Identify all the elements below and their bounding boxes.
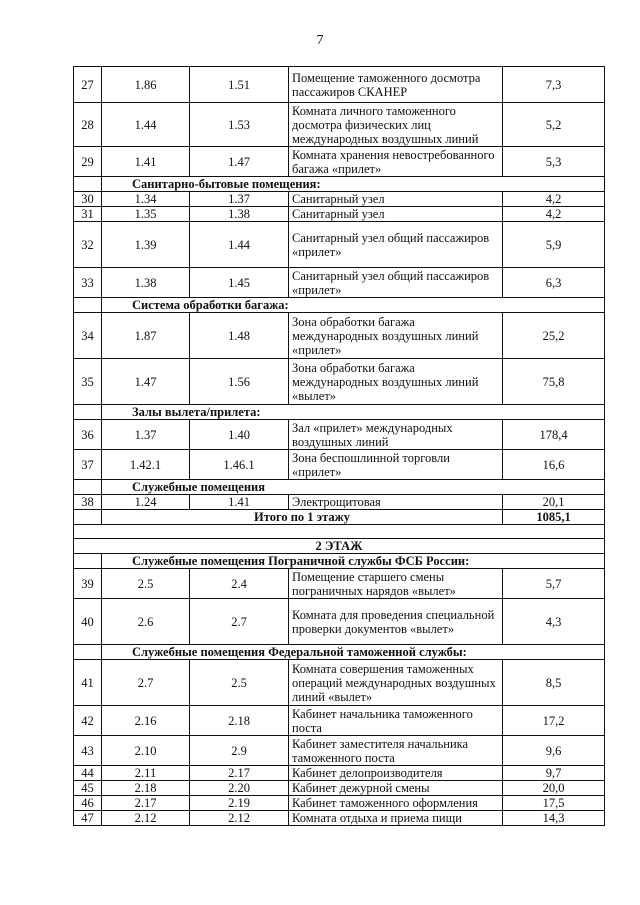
section-header-row — [74, 405, 605, 420]
table-row — [74, 811, 605, 826]
plan-code-cell: 1.86 — [102, 67, 190, 103]
room-code-cell: 1.51 — [190, 67, 289, 103]
room-description-cell: Санитарный узел — [289, 207, 503, 222]
row-number-cell — [74, 298, 102, 313]
row-number-cell: 31 — [74, 207, 102, 222]
room-code-cell: 1.46.1 — [190, 450, 289, 480]
section-header-row — [74, 554, 605, 569]
row-number-cell: 46 — [74, 796, 102, 811]
area-cell: 4,3 — [503, 599, 605, 645]
room-code-cell: 1.41 — [190, 495, 289, 510]
plan-code-cell: 1.42.1 — [102, 450, 190, 480]
table-row — [74, 599, 605, 645]
row-number-cell: 33 — [74, 268, 102, 298]
room-code-cell: 2.4 — [190, 569, 289, 599]
row-number-cell: 35 — [74, 359, 102, 405]
area-cell: 4,2 — [503, 192, 605, 207]
table-row — [74, 192, 605, 207]
section-title: Служебные помещения — [102, 480, 605, 495]
row-number-cell: 45 — [74, 781, 102, 796]
area-cell: 6,3 — [503, 268, 605, 298]
page-number: 7 — [316, 33, 324, 48]
area-cell: 5,2 — [503, 103, 605, 147]
row-number-cell: 36 — [74, 420, 102, 450]
room-description-cell: Комната совершения таможенных операций международных воздушных линий «вылет» — [289, 660, 503, 706]
plan-code-cell: 2.18 — [102, 781, 190, 796]
plan-code-cell: 2.5 — [102, 569, 190, 599]
area-cell: 5,3 — [503, 147, 605, 177]
row-number-cell: 32 — [74, 222, 102, 268]
table-row — [74, 569, 605, 599]
plan-code-cell: 1.87 — [102, 313, 190, 359]
room-description-cell: Кабинет заместителя начальника таможенного поста — [289, 736, 503, 766]
blank-row — [74, 525, 605, 539]
area-cell: 16,6 — [503, 450, 605, 480]
area-cell: 75,8 — [503, 359, 605, 405]
section-header-row — [74, 645, 605, 660]
table-row — [74, 268, 605, 298]
table-row — [74, 313, 605, 359]
row-number-cell: 44 — [74, 766, 102, 781]
room-code-cell: 2.12 — [190, 811, 289, 826]
table-row — [74, 103, 605, 147]
table-row — [74, 359, 605, 405]
room-description-cell: Зона обработки багажа международных воздушных линий «вылет» — [289, 359, 503, 405]
table-row — [74, 781, 605, 796]
row-number-cell: 37 — [74, 450, 102, 480]
room-code-cell: 1.37 — [190, 192, 289, 207]
area-cell: 20,0 — [503, 781, 605, 796]
row-number-cell: 28 — [74, 103, 102, 147]
section-title: Система обработки багажа: — [102, 298, 605, 313]
plan-code-cell: 2.17 — [102, 796, 190, 811]
room-description-cell: Кабинет делопроизводителя — [289, 766, 503, 781]
room-description-cell: Санитарный узел общий пассажиров «прилет» — [289, 268, 503, 298]
section-header-row — [74, 298, 605, 313]
room-description-cell: Зона беспошлинной торговли «прилет» — [289, 450, 503, 480]
room-code-cell: 1.44 — [190, 222, 289, 268]
table-row — [74, 660, 605, 706]
room-code-cell: 1.56 — [190, 359, 289, 405]
plan-code-cell: 1.47 — [102, 359, 190, 405]
table-row — [74, 67, 605, 103]
room-description-cell: Комната хранения невостребованного багажа «прилет» — [289, 147, 503, 177]
section-title: Санитарно-бытовые помещения: — [102, 177, 605, 192]
section-header-row — [74, 480, 605, 495]
area-cell: 5,7 — [503, 569, 605, 599]
room-description-cell: Зал «прилет» международных воздушных линий — [289, 420, 503, 450]
area-cell: 20,1 — [503, 495, 605, 510]
area-cell: 25,2 — [503, 313, 605, 359]
room-code-cell: 2.5 — [190, 660, 289, 706]
row-number-cell: 41 — [74, 660, 102, 706]
plan-code-cell: 2.16 — [102, 706, 190, 736]
table-row — [74, 495, 605, 510]
rooms-table-body — [74, 67, 605, 826]
plan-code-cell: 2.7 — [102, 660, 190, 706]
row-number-cell: 34 — [74, 313, 102, 359]
row-number-cell: 40 — [74, 599, 102, 645]
row-number-cell: 39 — [74, 569, 102, 599]
area-cell: 9,6 — [503, 736, 605, 766]
section-title: Служебные помещения Пограничной службы ФСБ России: — [102, 554, 605, 569]
total-area: 1085,1 — [503, 510, 605, 525]
plan-code-cell: 1.34 — [102, 192, 190, 207]
room-description-cell: Зона обработки багажа международных воздушных линий «прилет» — [289, 313, 503, 359]
room-description-cell: Электрощитовая — [289, 495, 503, 510]
plan-code-cell: 2.12 — [102, 811, 190, 826]
total-label: Итого по 1 этажу — [102, 510, 503, 525]
row-number-cell — [74, 645, 102, 660]
room-description-cell: Комната для проведения специальной проверки документов «вылет» — [289, 599, 503, 645]
room-code-cell: 2.20 — [190, 781, 289, 796]
room-code-cell: 2.17 — [190, 766, 289, 781]
section-title: Служебные помещения Федеральной таможенной службы: — [102, 645, 605, 660]
room-description-cell: Кабинет дежурной смены — [289, 781, 503, 796]
plan-code-cell: 1.37 — [102, 420, 190, 450]
area-cell: 4,2 — [503, 207, 605, 222]
area-cell: 17,5 — [503, 796, 605, 811]
section-title: Залы вылета/прилета: — [102, 405, 605, 420]
area-cell: 17,2 — [503, 706, 605, 736]
room-code-cell: 1.47 — [190, 147, 289, 177]
table-row — [74, 706, 605, 736]
room-description-cell: Кабинет таможенного оформления — [289, 796, 503, 811]
blank-cell — [74, 525, 605, 539]
room-description-cell: Комната личного таможенного досмотра физических лиц международных воздушных линий — [289, 103, 503, 147]
plan-code-cell: 1.44 — [102, 103, 190, 147]
room-code-cell: 2.19 — [190, 796, 289, 811]
rooms-table — [73, 66, 605, 826]
area-cell: 178,4 — [503, 420, 605, 450]
table-row — [74, 766, 605, 781]
plan-code-cell: 1.35 — [102, 207, 190, 222]
row-number-cell: 47 — [74, 811, 102, 826]
room-description-cell: Помещение старшего смены пограничных нарядов «вылет» — [289, 569, 503, 599]
area-cell: 9,7 — [503, 766, 605, 781]
room-code-cell: 1.38 — [190, 207, 289, 222]
room-description-cell: Кабинет начальника таможенного поста — [289, 706, 503, 736]
room-code-cell: 1.40 — [190, 420, 289, 450]
plan-code-cell: 2.10 — [102, 736, 190, 766]
room-code-cell: 2.7 — [190, 599, 289, 645]
plan-code-cell: 1.24 — [102, 495, 190, 510]
row-number-cell — [74, 554, 102, 569]
row-number-cell — [74, 480, 102, 495]
room-description-cell: Санитарный узел — [289, 192, 503, 207]
room-description-cell: Комната отдыха и приема пищи — [289, 811, 503, 826]
table-row — [74, 796, 605, 811]
floor-header-row — [74, 539, 605, 554]
table-row — [74, 420, 605, 450]
plan-code-cell: 1.39 — [102, 222, 190, 268]
plan-code-cell: 2.11 — [102, 766, 190, 781]
row-number-cell — [74, 510, 102, 525]
plan-code-cell: 2.6 — [102, 599, 190, 645]
row-number-cell: 42 — [74, 706, 102, 736]
row-number-cell: 38 — [74, 495, 102, 510]
room-code-cell: 2.9 — [190, 736, 289, 766]
row-number-cell: 29 — [74, 147, 102, 177]
area-cell: 8,5 — [503, 660, 605, 706]
area-cell: 14,3 — [503, 811, 605, 826]
room-code-cell: 2.18 — [190, 706, 289, 736]
table-row — [74, 207, 605, 222]
room-description-cell: Помещение таможенного досмотра пассажиров СКАНЕР — [289, 67, 503, 103]
row-number-cell — [74, 405, 102, 420]
floor-title: 2 ЭТАЖ — [74, 539, 605, 554]
area-cell: 5,9 — [503, 222, 605, 268]
room-code-cell: 1.45 — [190, 268, 289, 298]
total-row — [74, 510, 605, 525]
area-cell: 7,3 — [503, 67, 605, 103]
room-description-cell: Санитарный узел общий пассажиров «прилет» — [289, 222, 503, 268]
row-number-cell: 30 — [74, 192, 102, 207]
row-number-cell: 27 — [74, 67, 102, 103]
section-header-row — [74, 177, 605, 192]
room-code-cell: 1.48 — [190, 313, 289, 359]
table-row — [74, 736, 605, 766]
row-number-cell: 43 — [74, 736, 102, 766]
table-row — [74, 450, 605, 480]
table-row — [74, 222, 605, 268]
plan-code-cell: 1.41 — [102, 147, 190, 177]
row-number-cell — [74, 177, 102, 192]
room-code-cell: 1.53 — [190, 103, 289, 147]
plan-code-cell: 1.38 — [102, 268, 190, 298]
table-row — [74, 147, 605, 177]
